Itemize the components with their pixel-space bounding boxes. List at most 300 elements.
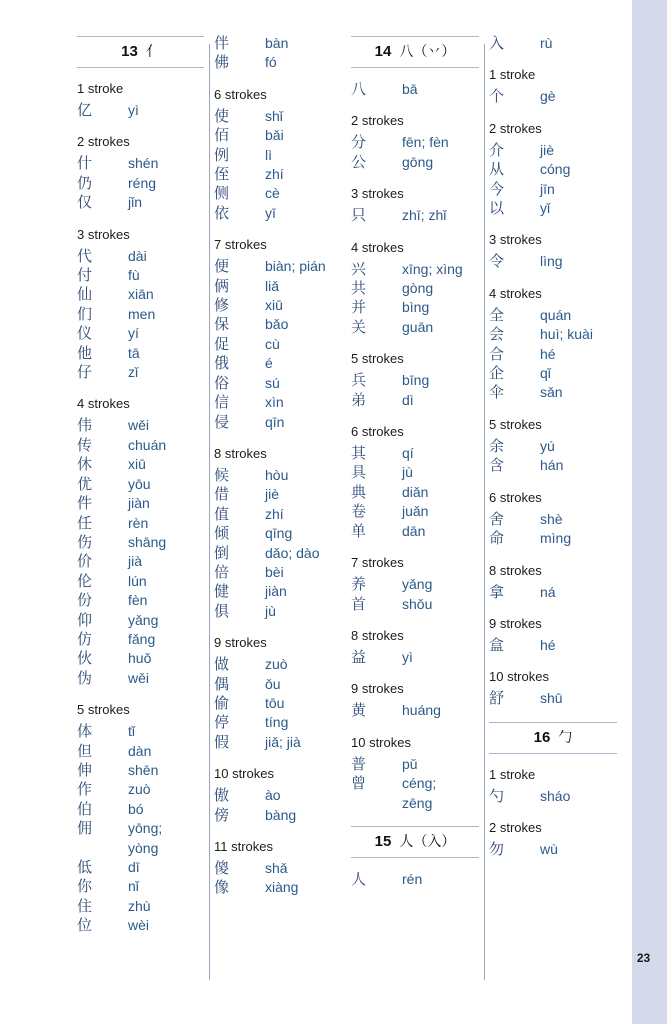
- dictionary-entry: [77, 722, 204, 741]
- dictionary-entry: [351, 701, 479, 720]
- dictionary-entry: [489, 689, 617, 708]
- stroke-group: [351, 350, 479, 410]
- column-divider: [484, 44, 485, 980]
- entry-pinyin: yì: [128, 102, 139, 118]
- stroke-group: [351, 185, 479, 225]
- entry-character: 共: [351, 279, 367, 298]
- entry-pinyin: yú: [540, 437, 555, 454]
- entry-pinyin: cù: [265, 335, 280, 352]
- dictionary-column-4: [489, 34, 617, 873]
- entry-character: 他: [77, 343, 93, 362]
- dictionary-entry: [77, 742, 204, 761]
- dictionary-entry: [489, 510, 617, 529]
- dictionary-entry: [489, 529, 617, 548]
- dictionary-entry: [77, 344, 204, 363]
- entry-character: 伴: [214, 34, 230, 52]
- dictionary-entry: [77, 436, 204, 455]
- dictionary-entry: [214, 53, 344, 72]
- page-edge-band: [632, 0, 667, 1024]
- entry-pinyin: wěi: [128, 417, 150, 434]
- stroke-group: [489, 766, 617, 806]
- entry-pinyin: ào: [265, 787, 281, 804]
- dictionary-entry: [351, 279, 479, 298]
- dictionary-entry: [489, 180, 617, 199]
- entry-pinyin: lì: [265, 146, 272, 163]
- entry-character: 兴: [351, 259, 367, 278]
- stroke-group: [489, 120, 617, 219]
- column-divider: [209, 44, 210, 980]
- dictionary-entry: [214, 165, 344, 184]
- entry-character: 从: [489, 160, 505, 179]
- entry-character: 仅: [77, 193, 93, 212]
- entry-pinyin: xìn: [265, 394, 284, 411]
- stroke-group: [489, 34, 617, 53]
- entry-pinyin: sháo: [540, 787, 571, 804]
- entry-character: 伯: [77, 799, 93, 818]
- entry-character: 其: [351, 444, 367, 463]
- entry-pinyin: bàng: [265, 806, 297, 823]
- dictionary-entry: [214, 485, 344, 504]
- entry-character: 佰: [214, 126, 230, 145]
- entry-pinyin: mìng: [540, 530, 572, 547]
- dictionary-entry: [214, 413, 344, 432]
- entry-pinyin: qí: [402, 445, 414, 462]
- dictionary-entry: [77, 800, 204, 819]
- entry-character: 命: [489, 529, 505, 548]
- stroke-count-heading: 5 strokes: [77, 702, 130, 718]
- entry-pinyin: xiān: [128, 286, 154, 303]
- radical-character: 勹: [558, 729, 573, 746]
- stroke-count-heading: 9 strokes: [489, 615, 542, 631]
- entry-pinyin: céng; zēng: [402, 775, 437, 811]
- stroke-group: [351, 239, 479, 338]
- dictionary-entry: [77, 669, 204, 688]
- dictionary-entry: [77, 193, 204, 212]
- stroke-group: [489, 668, 617, 708]
- entry-pinyin: jù: [402, 464, 413, 481]
- entry-pinyin: lún: [128, 572, 147, 589]
- entry-character: 仰: [77, 610, 93, 629]
- entry-character: 舍: [489, 509, 505, 528]
- dictionary-entry: [214, 466, 344, 485]
- entry-pinyin: hé: [540, 636, 556, 653]
- stroke-group: [214, 634, 344, 752]
- entry-pinyin: shēn: [128, 761, 159, 778]
- entry-character: 假: [214, 732, 230, 751]
- stroke-count-heading: 2 strokes: [489, 820, 542, 836]
- stroke-count-heading: 6 strokes: [214, 86, 267, 102]
- entry-pinyin: sú: [265, 374, 280, 391]
- entry-pinyin: rèn: [128, 514, 149, 531]
- entry-character: 代: [77, 246, 93, 265]
- entry-pinyin: shū: [540, 690, 563, 707]
- entry-character: 曾: [351, 774, 367, 793]
- entry-pinyin: bīng: [402, 372, 430, 389]
- entry-character: 倾: [214, 524, 230, 543]
- dictionary-entry: [214, 204, 344, 223]
- entry-pinyin: shǎ: [265, 860, 288, 876]
- entry-character: 低: [77, 858, 93, 876]
- entry-character: 件: [77, 494, 93, 513]
- dictionary-entry: [214, 878, 344, 897]
- dictionary-entry: [351, 870, 479, 889]
- entry-pinyin: shǒu: [402, 595, 433, 612]
- entry-pinyin: fù: [128, 267, 140, 284]
- entry-pinyin: é: [265, 355, 273, 372]
- entry-pinyin: biàn; pián: [265, 258, 326, 275]
- radical-header: [77, 36, 204, 68]
- dictionary-entry: [77, 916, 204, 935]
- entry-character: 仙: [77, 285, 93, 304]
- dictionary-entry: [77, 285, 204, 304]
- stroke-count-heading: 7 strokes: [214, 237, 267, 253]
- dictionary-entry: [77, 174, 204, 193]
- entry-pinyin: guān: [402, 318, 434, 335]
- dictionary-entry: [489, 437, 617, 456]
- dictionary-entry: [77, 630, 204, 649]
- entry-character: 伪: [77, 668, 93, 687]
- stroke-group: [351, 423, 479, 541]
- dictionary-entry: [77, 494, 204, 513]
- stroke-count-heading: 2 strokes: [77, 134, 130, 150]
- entry-character: 令: [489, 252, 505, 271]
- stroke-group: [489, 489, 617, 549]
- entry-character: 伞: [489, 383, 505, 402]
- entry-character: 值: [214, 504, 230, 523]
- dictionary-entry: [214, 296, 344, 315]
- entry-pinyin: jiàn: [265, 583, 287, 600]
- entry-character: 单: [351, 521, 367, 540]
- entry-character: 会: [489, 325, 505, 344]
- entry-character: 停: [214, 713, 230, 732]
- entry-character: 傍: [214, 805, 230, 824]
- entry-character: 侄: [214, 165, 230, 184]
- dictionary-entry: [351, 318, 479, 337]
- entry-pinyin: hòu: [265, 466, 289, 483]
- entry-pinyin: gòng: [402, 280, 434, 297]
- entry-pinyin: qīn: [265, 413, 285, 430]
- dictionary-entry: [214, 713, 344, 732]
- entry-character: 企: [489, 364, 505, 383]
- entry-character: 例: [214, 145, 230, 164]
- dictionary-entry: [214, 602, 344, 621]
- stroke-count-heading: 7 strokes: [351, 555, 404, 571]
- entry-character: 健: [214, 582, 230, 601]
- stroke-count-heading: 3 strokes: [351, 186, 404, 202]
- dictionary-entry: [77, 514, 204, 533]
- entry-pinyin: fó: [265, 54, 277, 71]
- stroke-count-heading: 4 strokes: [351, 239, 404, 255]
- entry-character: 亿: [77, 101, 93, 119]
- entry-pinyin: dān: [402, 522, 426, 539]
- radical-header: [351, 36, 479, 68]
- entry-pinyin: bā: [402, 81, 418, 97]
- entry-character: 偷: [214, 693, 230, 712]
- dictionary-entry: [351, 133, 479, 152]
- entry-pinyin: zhí: [265, 505, 284, 522]
- entry-pinyin: jià: [128, 553, 143, 570]
- entry-pinyin: jiǎ; jià: [265, 733, 301, 750]
- dictionary-entry: [77, 897, 204, 916]
- dictionary-entry: [351, 153, 479, 172]
- dictionary-entry: [214, 277, 344, 296]
- entry-pinyin: zǐ: [128, 364, 139, 381]
- entry-pinyin: quán: [540, 306, 572, 323]
- entry-character: 分: [351, 133, 367, 152]
- dictionary-entry: [351, 774, 479, 813]
- dictionary-entry: [489, 787, 617, 806]
- entry-pinyin: ná: [540, 583, 556, 600]
- entry-character: 信: [214, 393, 230, 412]
- entry-character: 伤: [77, 532, 93, 551]
- entry-character: 含: [489, 456, 505, 475]
- entry-pinyin: bàn: [265, 35, 289, 51]
- entry-pinyin: wěi: [128, 669, 150, 686]
- dictionary-entry: [214, 544, 344, 563]
- dictionary-entry: [214, 184, 344, 203]
- entry-character: 公: [351, 152, 367, 171]
- dictionary-entry: [77, 475, 204, 494]
- stroke-group: [489, 285, 617, 403]
- entry-pinyin: hán: [540, 457, 564, 474]
- entry-pinyin: qīng: [265, 525, 293, 542]
- entry-pinyin: dǎo; dào: [265, 544, 320, 561]
- dictionary-entry: [214, 335, 344, 354]
- entry-pinyin: huáng: [402, 702, 441, 719]
- entry-pinyin: tā: [128, 344, 140, 361]
- entry-character: 偶: [214, 674, 230, 693]
- entry-pinyin: shén: [128, 155, 159, 172]
- entry-pinyin: xiàng: [265, 879, 299, 896]
- dictionary-entry: [489, 160, 617, 179]
- entry-character: 佣: [77, 819, 93, 838]
- dictionary-entry: [214, 146, 344, 165]
- dictionary-entry: [489, 87, 617, 106]
- entry-character: 侧: [214, 184, 230, 203]
- entry-character: 俄: [214, 354, 230, 373]
- stroke-group: [489, 819, 617, 859]
- dictionary-entry: [489, 456, 617, 475]
- entry-character: 典: [351, 482, 367, 501]
- entry-character: 只: [351, 206, 367, 225]
- stroke-count-heading: 1 stroke: [77, 81, 124, 96]
- entry-character: 促: [214, 334, 230, 353]
- radical-header: [351, 826, 479, 858]
- entry-pinyin: rén: [402, 870, 423, 887]
- stroke-count-heading: 1 stroke: [489, 766, 536, 782]
- entry-pinyin: nǐ: [128, 878, 139, 895]
- stroke-count-heading: 11 strokes: [214, 839, 274, 854]
- dictionary-entry: [351, 463, 479, 482]
- dictionary-entry: [489, 583, 617, 602]
- entry-character: 八: [351, 80, 367, 98]
- stroke-group: [77, 701, 204, 935]
- entry-character: 仿: [77, 629, 93, 648]
- dictionary-entry: [77, 858, 204, 877]
- dictionary-entry: [214, 806, 344, 825]
- dictionary-entry: [214, 655, 344, 674]
- entry-pinyin: jǐn: [128, 194, 143, 211]
- entry-character: 借: [214, 485, 230, 504]
- stroke-count-heading: 10 strokes: [489, 669, 549, 685]
- entry-character: 位: [77, 916, 93, 935]
- dictionary-entry: [77, 877, 204, 896]
- entry-pinyin: zhī; zhǐ: [402, 207, 447, 224]
- entry-character: 舒: [489, 689, 505, 708]
- entry-character: 佛: [214, 53, 230, 72]
- entry-character: 便: [214, 257, 230, 276]
- entry-character: 休: [77, 455, 93, 474]
- dictionary-entry: [351, 371, 479, 390]
- dictionary-entry: [214, 315, 344, 334]
- entry-character: 俩: [214, 276, 230, 295]
- entry-character: 余: [489, 436, 505, 455]
- radical-character: 亻: [145, 44, 160, 60]
- radical-character: 八（丷）: [399, 44, 456, 60]
- dictionary-entry: [77, 101, 204, 120]
- entry-character: 们: [77, 304, 93, 323]
- entry-character: 伟: [77, 416, 93, 435]
- stroke-group: [77, 395, 204, 688]
- dictionary-entry: [351, 298, 479, 317]
- entry-pinyin: diǎn: [402, 483, 429, 500]
- dictionary-entry: [489, 345, 617, 364]
- dictionary-entry: [77, 247, 204, 266]
- entry-character: 卷: [351, 502, 367, 521]
- entry-character: 传: [77, 435, 93, 454]
- entry-pinyin: yǎng: [402, 576, 433, 593]
- dictionary-entry: [489, 34, 617, 53]
- stroke-count-heading: 8 strokes: [214, 445, 267, 461]
- stroke-count-heading: 8 strokes: [489, 562, 542, 578]
- entry-character: 体: [77, 722, 93, 741]
- entry-character: 做: [214, 655, 230, 674]
- dictionary-entry: [77, 649, 204, 668]
- entry-pinyin: tíng: [265, 714, 289, 731]
- dictionary-entry: [77, 416, 204, 435]
- entry-character: 付: [77, 266, 93, 285]
- dictionary-entry: [214, 582, 344, 601]
- entry-character: 拿: [489, 582, 505, 601]
- entry-pinyin: fèn: [128, 592, 148, 609]
- stroke-group: [489, 231, 617, 271]
- stroke-count-heading: 3 strokes: [77, 226, 130, 242]
- entry-character: 并: [351, 298, 367, 317]
- dictionary-entry: [214, 786, 344, 805]
- stroke-group: [489, 416, 617, 476]
- dictionary-entry: [489, 840, 617, 859]
- stroke-group: [214, 236, 344, 432]
- dictionary-entry: [77, 154, 204, 173]
- dictionary-entry: [214, 393, 344, 412]
- entry-character: 普: [351, 754, 367, 773]
- dictionary-entry: [77, 266, 204, 285]
- stroke-group: [351, 80, 479, 99]
- entry-pinyin: huǒ: [128, 650, 152, 667]
- entry-pinyin: dī: [128, 859, 140, 875]
- entry-character: 首: [351, 594, 367, 613]
- entry-pinyin: juǎn: [402, 503, 429, 520]
- entry-character: 仪: [77, 324, 93, 343]
- entry-character: 伦: [77, 571, 93, 590]
- entry-pinyin: yí: [128, 325, 139, 342]
- entry-pinyin: dàn: [128, 742, 152, 759]
- dictionary-entry: [214, 733, 344, 752]
- dictionary-entry: [77, 572, 204, 591]
- dictionary-entry: [351, 522, 479, 541]
- stroke-count-heading: 10 strokes: [214, 766, 274, 782]
- entry-character: 侵: [214, 412, 230, 431]
- entry-character: 使: [214, 106, 230, 125]
- dictionary-entry: [214, 107, 344, 126]
- entry-pinyin: chuán: [128, 436, 167, 453]
- dictionary-entry: [77, 819, 204, 858]
- dictionary-entry: [351, 444, 479, 463]
- dictionary-entry: [351, 80, 479, 99]
- entry-character: 倒: [214, 543, 230, 562]
- entry-character: 保: [214, 315, 230, 334]
- dictionary-entry: [214, 563, 344, 582]
- entry-character: 倍: [214, 562, 230, 581]
- entry-pinyin: xiū: [265, 297, 283, 314]
- dictionary-entry: [214, 505, 344, 524]
- stroke-group: [77, 80, 204, 120]
- stroke-count-heading: 5 strokes: [489, 416, 542, 432]
- entry-character: 盒: [489, 635, 505, 654]
- stroke-count-heading: 6 strokes: [351, 424, 404, 440]
- entry-character: 候: [214, 465, 230, 484]
- entry-character: 住: [77, 896, 93, 915]
- entry-pinyin: fǎng: [128, 630, 156, 647]
- dictionary-entry: [214, 354, 344, 373]
- entry-pinyin: rù: [540, 35, 553, 51]
- dictionary-entry: [489, 325, 617, 344]
- entry-character: 作: [77, 780, 93, 799]
- dictionary-column-2: [214, 34, 344, 911]
- entry-pinyin: bìng: [402, 299, 430, 316]
- dictionary-entry: [351, 648, 479, 667]
- entry-character: 任: [77, 513, 93, 532]
- dictionary-column-3: [351, 34, 479, 902]
- dictionary-entry: [77, 611, 204, 630]
- entry-pinyin: jīn: [540, 180, 555, 197]
- dictionary-entry: [77, 780, 204, 799]
- entry-character: 介: [489, 140, 505, 159]
- entry-pinyin: huì; kuài: [540, 326, 593, 343]
- entry-character: 养: [351, 575, 367, 594]
- entry-pinyin: pǔ: [402, 755, 418, 772]
- dictionary-entry: [489, 306, 617, 325]
- entry-pinyin: cóng: [540, 161, 571, 178]
- entry-pinyin: zhí: [265, 166, 284, 183]
- stroke-group: [351, 734, 479, 813]
- stroke-count-heading: 9 strokes: [214, 635, 267, 651]
- entry-pinyin: ǒu: [265, 675, 281, 692]
- dictionary-entry: [214, 34, 344, 53]
- dictionary-entry: [351, 391, 479, 410]
- stroke-group: [489, 562, 617, 602]
- entry-character: 份: [77, 591, 93, 610]
- entry-pinyin: wù: [540, 841, 558, 858]
- entry-character: 优: [77, 474, 93, 493]
- entry-pinyin: yǎng: [128, 611, 159, 628]
- stroke-group: [351, 112, 479, 172]
- stroke-group: [489, 66, 617, 106]
- entry-character: 具: [351, 463, 367, 482]
- entry-character: 傻: [214, 859, 230, 877]
- stroke-group: [214, 765, 344, 825]
- entry-pinyin: jiàn: [128, 495, 150, 512]
